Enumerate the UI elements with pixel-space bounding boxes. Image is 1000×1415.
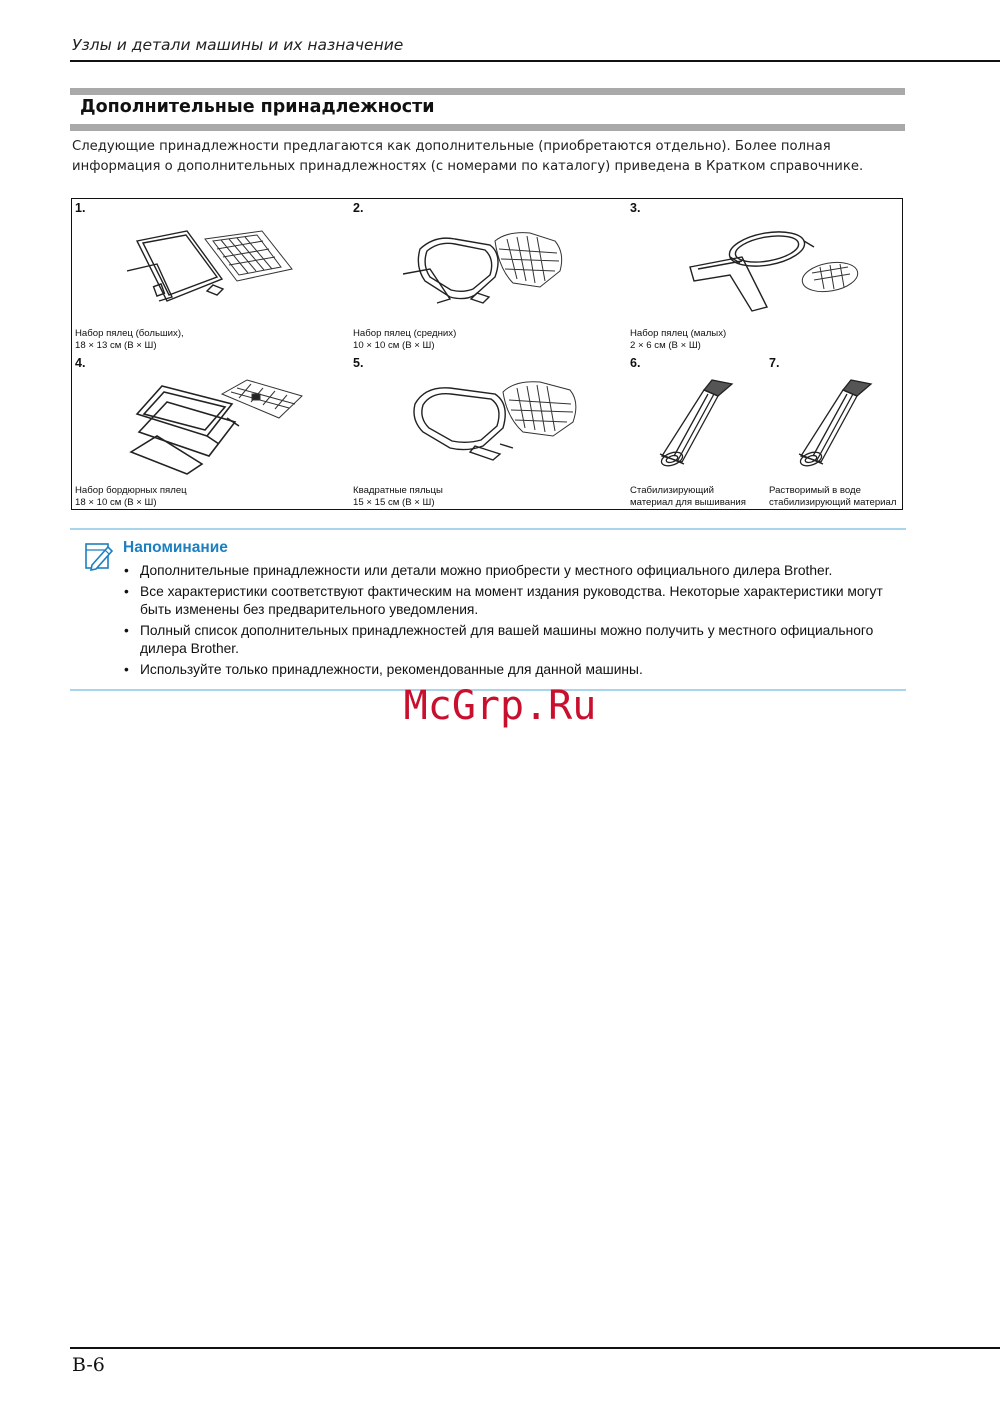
accessory-item-5	[350, 354, 628, 510]
footer-rule	[70, 1347, 1000, 1349]
accessory-item-2	[350, 199, 628, 355]
section-title: Дополнительные принадлежности	[80, 97, 435, 117]
accessory-caption-line2: стабилизирующий материал	[769, 497, 897, 508]
accessory-number: 3.	[630, 201, 641, 215]
accessory-number: 5.	[353, 356, 364, 370]
border-hoop-set-icon	[127, 374, 307, 484]
accessory-number: 6.	[630, 356, 641, 370]
accessory-caption-line2: 18 × 13 см (В × Ш)	[75, 340, 157, 351]
note-item: • Полный список дополнительных принадлежностей для вашей машины можно получить у местного официального дилера Brother.	[124, 622, 904, 659]
accessory-caption-line1: Квадратные пяльцы	[353, 485, 443, 496]
section-bar-bottom	[70, 124, 905, 131]
accessory-item-7	[766, 354, 902, 510]
medium-hoop-set-icon	[395, 219, 585, 319]
note-title: Напоминание	[123, 539, 228, 556]
square-hoop-icon	[405, 374, 585, 474]
water-soluble-stabilizer-roll-icon	[791, 376, 881, 471]
accessory-caption-line2: 18 × 10 см (В × Ш)	[75, 497, 157, 508]
accessory-caption-line1: Набор бордюрных пялец	[75, 485, 187, 496]
accessory-caption-line1: Набор пялец (малых)	[630, 328, 727, 339]
accessory-number: 1.	[75, 201, 86, 215]
running-header: Узлы и детали машины и их назначение	[72, 36, 404, 54]
accessory-caption-line1: Набор пялец (больших),	[75, 328, 184, 339]
stabilizer-roll-icon	[652, 376, 742, 471]
accessory-caption-line2: 2 × 6 см (В × Ш)	[630, 340, 701, 351]
accessory-caption-line1: Набор пялец (средних)	[353, 328, 457, 339]
watermark: McGrp.Ru	[403, 683, 597, 729]
note-item: • Все характеристики соответствуют фактическим на момент издания руководства. Некоторые характеристики могут быть изменены без предварительного уведомления.	[124, 583, 904, 620]
accessory-item-4	[72, 354, 350, 510]
accessory-item-1	[72, 199, 350, 355]
accessory-caption-line2: 15 × 15 см (В × Ш)	[353, 497, 435, 508]
accessory-item-6	[627, 354, 767, 510]
note-item: • Используйте только принадлежности, рекомендованные для данной машины.	[124, 661, 904, 680]
note-rule-top	[70, 528, 906, 530]
section-intro: Следующие принадлежности предлагаются как дополнительные (приобретаются отдельно). Более полная информация о дополнительных принадлежностях (с номерами по каталогу) приведена в Кратком справочнике.	[72, 139, 864, 174]
memo-pencil-icon	[84, 541, 116, 571]
accessories-grid	[71, 198, 903, 510]
section-bar-top	[70, 88, 905, 95]
accessory-caption-line2: материал для вышивания	[630, 497, 746, 508]
page-number: B-6	[72, 1354, 105, 1376]
accessory-number: 4.	[75, 356, 86, 370]
accessory-caption-line2: 10 × 10 см (В × Ш)	[353, 340, 435, 351]
note-list	[124, 562, 904, 681]
header-rule	[70, 60, 1000, 62]
accessory-number: 2.	[353, 201, 364, 215]
note-item: • Дополнительные принадлежности или детали можно приобрести у местного официального дилера Brother.	[124, 562, 904, 581]
accessory-item-3	[627, 199, 902, 355]
accessory-caption-line1: Стабилизирующий	[630, 485, 714, 496]
accessory-caption-line1: Растворимый в воде	[769, 485, 861, 496]
small-hoop-set-icon	[682, 217, 862, 317]
accessory-number: 7.	[769, 356, 780, 370]
large-hoop-set-icon	[117, 219, 307, 324]
